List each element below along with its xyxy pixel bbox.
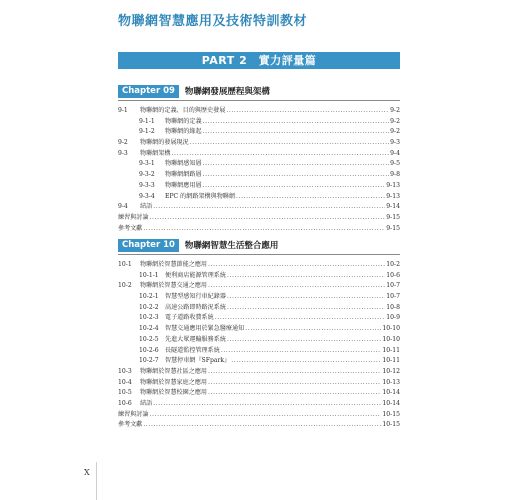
toc-entry-page: 9-2	[390, 117, 400, 125]
toc-entry	[118, 260, 400, 271]
dot-leader	[190, 138, 389, 149]
toc-entry-page: 9-14	[386, 203, 400, 211]
toc-entry-page: 10-14	[382, 399, 400, 407]
toc-entry	[118, 399, 400, 410]
toc-entry-title: 智慧停車網『SFpark』	[165, 357, 231, 365]
toc-list	[118, 260, 400, 431]
toc-entry-page: 9-4	[390, 149, 400, 157]
toc-entry-number: 9-4	[118, 203, 128, 211]
toc-entry	[118, 170, 400, 181]
toc-entry	[118, 313, 400, 324]
toc-entry	[118, 192, 400, 203]
toc-entry	[118, 356, 400, 367]
toc-entry-title: 物聯網感知層	[165, 160, 202, 168]
toc-entry-title: 物聯網架構	[140, 149, 171, 157]
margin-rule	[96, 462, 97, 500]
toc-entry-page: 10-11	[382, 357, 400, 365]
dot-leader	[221, 346, 382, 357]
dot-leader	[227, 335, 381, 346]
dot-leader	[226, 106, 389, 117]
toc-entry-title: 長隧道監控管理系統	[165, 346, 220, 354]
toc-entry	[118, 281, 400, 292]
toc-entry-number: 9-3-1	[139, 160, 155, 168]
toc-entry-title: 物聯網的發展現況	[140, 139, 189, 147]
toc-entry-number: 10-2-2	[139, 303, 159, 311]
toc-entry-title: 參考文獻	[118, 421, 143, 429]
toc-entry-title: 物聯網應用層	[165, 181, 202, 189]
toc-entry-page: 10-10	[382, 325, 400, 333]
toc-entry-number: 10-2-3	[139, 314, 159, 322]
toc-entry-title: 結語	[140, 203, 153, 211]
dot-leader	[208, 260, 385, 271]
toc-entry-number: 9-2	[118, 139, 128, 147]
toc-entry-page: 10-7	[386, 282, 400, 290]
chapter-title: 物聯網智慧生活整合應用	[184, 241, 279, 251]
toc-entry-number: 10-6	[118, 399, 132, 407]
toc-entry-title: 物聯網於智慧交通之應用	[140, 282, 208, 290]
toc-entry-number: 10-1-1	[139, 271, 159, 279]
dot-leader	[215, 313, 386, 324]
chapter-section	[118, 84, 400, 234]
toc-entry	[118, 127, 400, 138]
toc-entry-title: 物聯網於智慧家庭之應用	[140, 378, 208, 386]
chapter-header	[118, 84, 400, 101]
toc-entry	[118, 159, 400, 170]
toc-entry	[118, 106, 400, 117]
toc-entry-number: 10-2-5	[139, 335, 159, 343]
dot-leader	[203, 127, 390, 138]
dot-leader	[203, 159, 390, 170]
toc-entry-number: 9-1-2	[139, 128, 155, 136]
dot-leader	[171, 149, 389, 160]
toc-entry	[118, 213, 400, 224]
toc-entry-title: 物聯網網路層	[165, 171, 202, 179]
toc-entry	[118, 378, 400, 389]
dot-leader	[149, 213, 385, 224]
toc-entry-title: EPC 的網路架構與物聯網	[165, 192, 235, 200]
dot-leader	[203, 181, 386, 192]
dot-leader	[143, 224, 385, 235]
toc-entry-number: 9-1-1	[139, 117, 155, 125]
dot-leader	[203, 170, 390, 181]
toc-entry-page: 10-11	[382, 346, 400, 354]
toc-entry-number: 10-4	[118, 378, 132, 386]
toc-entry-title: 電子道路收費系統	[165, 314, 214, 322]
chapter-badge: Chapter 09	[118, 85, 179, 98]
toc-entry-page: 10-7	[386, 293, 400, 301]
toc-entry	[118, 138, 400, 149]
toc-entry-page: 9-2	[390, 128, 400, 136]
toc-entry-page: 10-15	[382, 421, 400, 429]
dot-leader	[143, 420, 381, 431]
toc-entry-number: 9-3-3	[139, 181, 155, 189]
toc-entry-number: 10-2-7	[139, 357, 159, 365]
toc-entry-page: 10-8	[386, 303, 400, 311]
toc-entry-number: 10-2-6	[139, 346, 159, 354]
dot-leader	[208, 367, 381, 378]
dot-leader	[153, 202, 385, 213]
toc-entry-page: 10-13	[382, 378, 400, 386]
toc-entry-number: 10-2	[118, 282, 132, 290]
dot-leader	[149, 410, 381, 421]
chapter-header	[118, 238, 400, 255]
toc-entry-page: 9-15	[386, 213, 400, 221]
dot-leader	[227, 271, 385, 282]
dot-leader	[245, 324, 381, 335]
toc-entry	[118, 346, 400, 357]
toc-entry-page: 10-14	[382, 389, 400, 397]
book-title: 物聯網智慧應用及技術特訓教材	[118, 14, 308, 29]
toc-entry-page: 10-10	[382, 335, 400, 343]
dot-leader	[227, 292, 385, 303]
toc-entry-number: 10-2-4	[139, 325, 159, 333]
toc-entry	[118, 335, 400, 346]
toc-entry-page: 9-3	[390, 139, 400, 147]
chapter-badge: Chapter 10	[118, 239, 179, 252]
dot-leader	[208, 378, 381, 389]
toc-list	[118, 106, 400, 234]
toc-entry-page: 9-5	[390, 160, 400, 168]
toc-entry-number: 10-1	[118, 261, 132, 268]
toc-entry-title: 便利商店能源管理系統	[165, 271, 226, 279]
toc-entry-page: 10-6	[386, 271, 400, 279]
toc-entry-title: 參考文獻	[118, 224, 143, 232]
toc-entry-number: 9-1	[118, 107, 128, 114]
toc-entry	[118, 410, 400, 421]
chapter-section	[118, 238, 400, 431]
toc-entry-page: 9-13	[386, 192, 400, 200]
toc-entry-title: 結語	[140, 399, 153, 407]
toc-entry-title: 練習與討論	[118, 213, 149, 221]
toc-entry-title: 練習與討論	[118, 410, 149, 418]
toc-entry	[118, 303, 400, 314]
dot-leader	[153, 399, 381, 410]
toc-entry	[118, 224, 400, 235]
toc-entry-page: 9-8	[390, 171, 400, 179]
toc-entry-title: 物聯網於智慧校園之應用	[140, 389, 208, 397]
toc-entry-number: 9-3-2	[139, 171, 155, 179]
toc-entry-title: 高速公路即時路況系統	[165, 303, 226, 311]
toc-entry	[118, 420, 400, 431]
toc-entry	[118, 149, 400, 160]
dot-leader	[203, 117, 390, 128]
toc-entry-page: 9-2	[390, 107, 400, 114]
toc-entry-number: 10-2-1	[139, 293, 159, 301]
toc-entry-title: 物聯網於智慧社區之應用	[140, 367, 208, 375]
chapter-title: 物聯網發展歷程與架構	[184, 87, 270, 97]
toc-entry-title: 智慧型感知行車紀錄器	[165, 293, 226, 301]
toc-entry-number: 10-3	[118, 367, 132, 375]
toc-entry	[118, 181, 400, 192]
toc-entry-number: 9-3	[118, 149, 128, 157]
part-banner: PART 2 實力評量篇	[118, 52, 400, 69]
toc-entry-page: 10-12	[382, 367, 400, 375]
dot-leader	[208, 388, 381, 399]
toc-entry	[118, 292, 400, 303]
dot-leader	[227, 303, 385, 314]
toc-entry-page: 10-15	[382, 410, 400, 418]
toc-entry-title: 物聯網的定義、目的與歷史發展	[140, 107, 226, 114]
toc-entry-title: 先進大眾運輸服務系統	[165, 335, 226, 343]
dot-leader	[231, 356, 381, 367]
toc-entry	[118, 324, 400, 335]
toc-entry-title: 物聯網於智慧節能之應用	[140, 261, 208, 268]
toc-entry-page: 10-2	[386, 261, 400, 268]
toc-entry	[118, 388, 400, 399]
dot-leader	[236, 192, 385, 203]
toc-entry	[118, 202, 400, 213]
toc-entry	[118, 271, 400, 282]
toc-entry-number: 10-5	[118, 389, 132, 397]
page-number: X	[84, 468, 90, 477]
toc-entry-page: 10-9	[386, 314, 400, 322]
toc-entry-number: 9-3-4	[139, 192, 155, 200]
toc-entry-page: 9-13	[386, 181, 400, 189]
toc-entry-page: 9-15	[386, 224, 400, 232]
toc-entry-title: 物聯網的定義	[165, 117, 202, 125]
toc-entry	[118, 367, 400, 378]
toc-entry-title: 物聯網的緣起	[165, 128, 202, 136]
dot-leader	[208, 281, 385, 292]
toc-entry-title: 智慧交通應用於緊急醫療通知	[165, 325, 245, 333]
toc-entry	[118, 117, 400, 128]
